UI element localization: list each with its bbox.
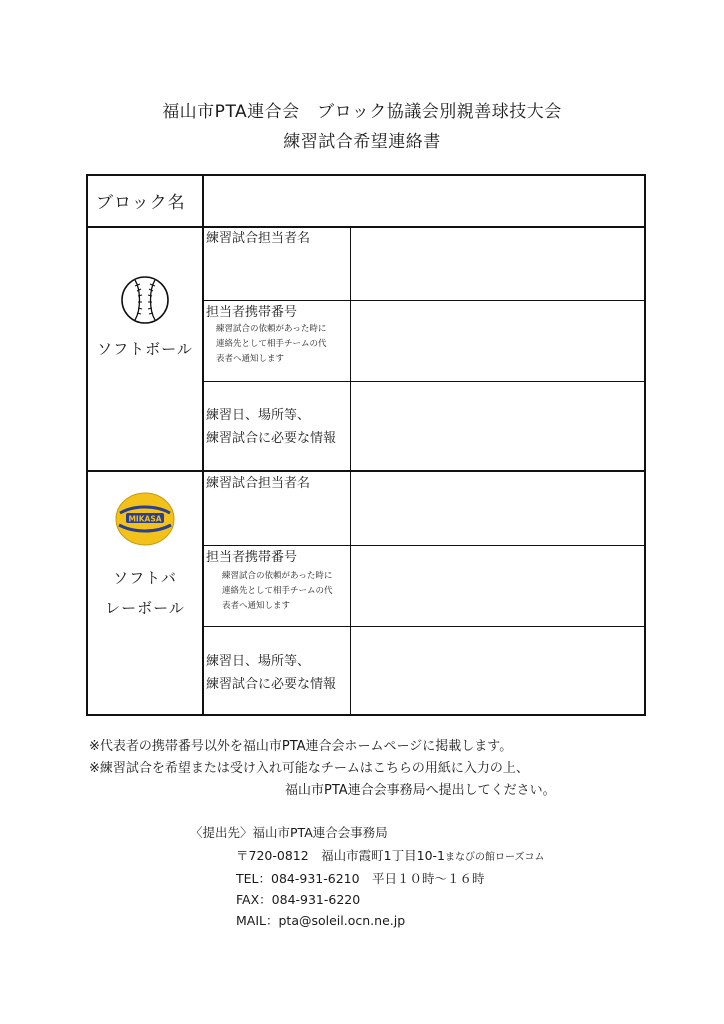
softball-phone-label: 担当者携帯番号 [206, 305, 298, 320]
note-line: ※代表者の携帯番号以外を福山市PTA連合会ホームページに掲載します。 [89, 739, 513, 754]
block-name-input[interactable] [206, 178, 646, 224]
divider [202, 176, 204, 714]
softvolley-phone-label: 担当者携帯番号 [206, 550, 298, 565]
document-subtitle: 練習試合希望連絡書 [283, 132, 441, 152]
contact-details [236, 845, 545, 931]
softvolley-info-label: 練習日、場所等、 練習試合に必要な情報 [206, 654, 337, 692]
softball-info-input[interactable] [351, 383, 648, 471]
contact-tel: TEL：084-931-6210 平日１０時～１６時 [236, 871, 485, 886]
softball-phone-input[interactable] [351, 302, 648, 382]
contact-address: 〒720-0812 福山市霞町1丁目10-1まなびの館ローズコム [236, 848, 545, 863]
contact-fax: FAX：084-931-6220 [236, 892, 361, 907]
divider [88, 226, 644, 228]
request-form [86, 174, 646, 716]
contact-header: 〈提出先〉福山市PTA連合会事務局 [190, 825, 388, 840]
softvolley-contact-person-input[interactable] [351, 474, 648, 546]
softball-phone-note: 練習試合の依頼があった時に 連絡先として相手チームの代 表者へ通知します [216, 324, 327, 364]
softball-info-label: 練習日、場所等、 練習試合に必要な情報 [206, 408, 337, 446]
softball-icon [119, 274, 171, 326]
softvolley-phone-input[interactable] [351, 547, 648, 627]
block-name-label: ブロック名 [96, 193, 186, 213]
softvolley-contact-person-label: 練習試合担当者名 [206, 476, 311, 491]
softball-contact-person-input[interactable] [351, 229, 648, 301]
contact-mail: MAIL：pta@soleil.ocn.ne.jp [236, 913, 406, 928]
notes [89, 736, 556, 802]
note-line: 福山市PTA連合会事務局へ提出してください。 [285, 783, 556, 798]
ball-brand-text: MIKASA [128, 514, 162, 524]
softvolley-section-name: ソフトバ レーボール [105, 569, 185, 617]
document-title: 福山市PTA連合会 ブロック協議会別親善球技大会 [162, 102, 562, 122]
volleyball-icon [114, 491, 176, 547]
softvolley-info-input[interactable] [351, 628, 648, 714]
softball-contact-person-label: 練習試合担当者名 [206, 231, 311, 246]
softvolley-phone-note: 練習試合の依頼があった時に 連絡先として相手チームの代 表者へ通知します [222, 571, 333, 611]
softball-section-name: ソフトボール [97, 340, 193, 358]
note-line: ※練習試合を希望または受け入れ可能なチームはこちらの用紙に入力の上、 [89, 761, 529, 776]
